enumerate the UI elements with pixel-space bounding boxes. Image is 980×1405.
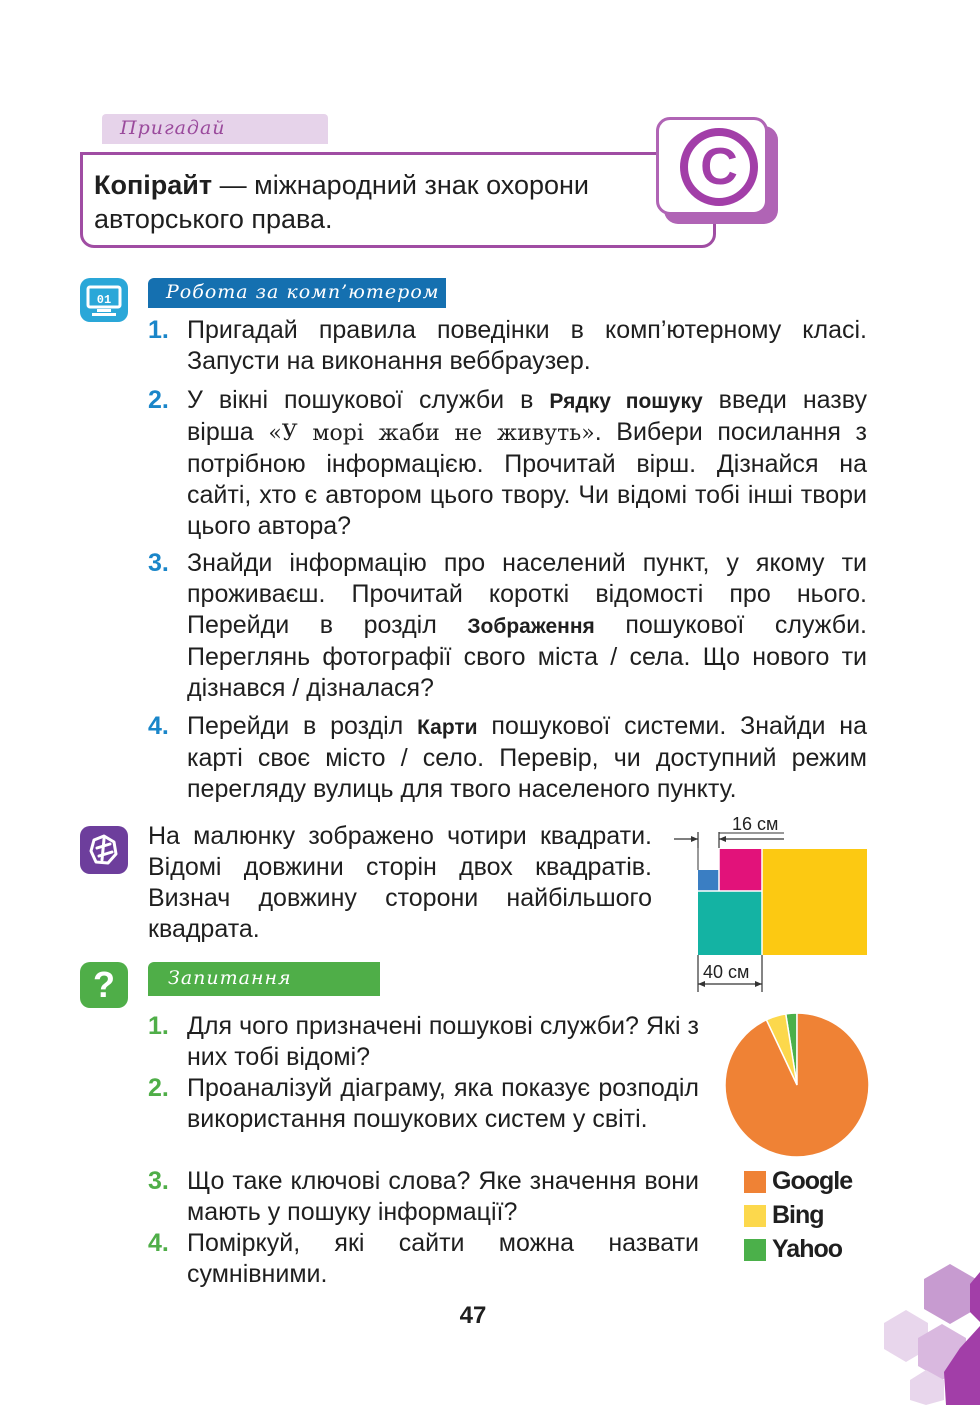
- remember-definition: — міжнародний знак охорони авторського права.: [94, 170, 590, 234]
- question-number: 2.: [148, 1074, 169, 1102]
- top-dimension-label: 16 см: [732, 814, 779, 834]
- pie-slice-google: [725, 1013, 869, 1157]
- computer-work-tab: [148, 278, 446, 308]
- question-number: 4.: [148, 1229, 169, 1257]
- arrowhead: [719, 836, 726, 842]
- maps-term: Карти: [417, 716, 478, 739]
- legend-label: Bing: [772, 1201, 824, 1229]
- arrowhead: [691, 836, 698, 842]
- legend-label: Google: [772, 1167, 853, 1195]
- question-text: Поміркуй, які сайти можна назвати сумнівними.: [187, 1229, 699, 1288]
- bottom-dimension-label: 40 см: [703, 962, 750, 982]
- computer-work-list: [148, 315, 868, 805]
- item-number: 1.: [148, 316, 169, 344]
- computer-work-tab-label: Робота за комп’ютером: [166, 281, 440, 303]
- page-number: 47: [459, 1302, 487, 1329]
- remember-tab: [102, 114, 328, 144]
- magenta-square: [719, 849, 762, 891]
- teal-square: [698, 891, 762, 955]
- item-text: Пригадай правила поведінки в комп’ютерному класі. Запусти на виконання веббраузер.: [187, 316, 867, 375]
- question-text: Що таке ключові слова? Яке значення вони мають у пошуку інформації?: [187, 1167, 699, 1226]
- item-number: 3.: [148, 549, 169, 577]
- questions-tab-label: Запитання: [168, 967, 292, 989]
- legend-swatch: [744, 1239, 766, 1261]
- question-text: Для чого призначені пошукові служби? Які з них тобі відомі?: [187, 1012, 699, 1071]
- legend-swatch: [744, 1205, 766, 1227]
- remember-text: [94, 168, 664, 236]
- remember-term: Копірайт: [94, 170, 213, 200]
- puzzle-text: На малюнку зображено чотири квадрати. Відомі довжини сторін двох квадратів. Визнач довжину сторони найбільшого квадрата.: [148, 822, 652, 943]
- question-number: 1.: [148, 1012, 169, 1040]
- decorative-hexagons: [880, 1262, 980, 1405]
- hexagon: [924, 1264, 976, 1324]
- copyright-icon: C: [700, 138, 738, 196]
- item-text: Знайди інформацію про населений пункт, у якому ти проживаєш. Прочитай короткі відомості про нього. Перейди в розділ Зображення пошукової служби. Переглянь фотографії свого міста / села. Що нового ти дізнався / дізналася?: [187, 549, 867, 702]
- questions-tab: [148, 962, 380, 996]
- yellow-square: [762, 849, 867, 955]
- question-icon: ?: [80, 962, 128, 1008]
- arrowhead: [755, 981, 762, 987]
- item-text: У вікні пошукової служби в Рядку пошуку введи назву вірша «У морі жаби не живуть». Вибери посилання з потрібною інформацією. Прочитай вірш. Дізнайся на сайті, хто є автором цього твору. Чи відомі тобі інші твори цього автора?: [187, 386, 867, 540]
- computer-icon-label: 01: [96, 293, 112, 307]
- remember-tab-label: Пригадай: [120, 117, 226, 139]
- legend-swatch: [744, 1171, 766, 1193]
- images-term: Зображення: [467, 615, 595, 638]
- question-number: 3.: [148, 1167, 169, 1195]
- search-bar-term: Рядку пошуку: [549, 390, 703, 413]
- question-text: Проаналізуй діаграму, яка показує розподіл використання пошукових систем у світі.: [187, 1074, 699, 1133]
- computer-icon: [80, 278, 128, 322]
- puzzle-icon: [80, 826, 128, 874]
- questions-list: [148, 1011, 700, 1291]
- small-square: [698, 870, 719, 891]
- search-engines-pie-chart: [724, 1012, 870, 1158]
- item-number: 4.: [148, 712, 169, 740]
- poem-title: «У морі жаби не живуть»: [268, 421, 595, 446]
- legend-label: Yahoo: [772, 1235, 843, 1263]
- item-text: Перейди в розділ Карти пошукової системи. Знайди на карті своє місто / село. Перевір, чи доступний режим перегляду вулиць для твого населеного пункту.: [187, 712, 867, 803]
- item-number: 2.: [148, 386, 169, 414]
- squares-diagram: [672, 812, 872, 996]
